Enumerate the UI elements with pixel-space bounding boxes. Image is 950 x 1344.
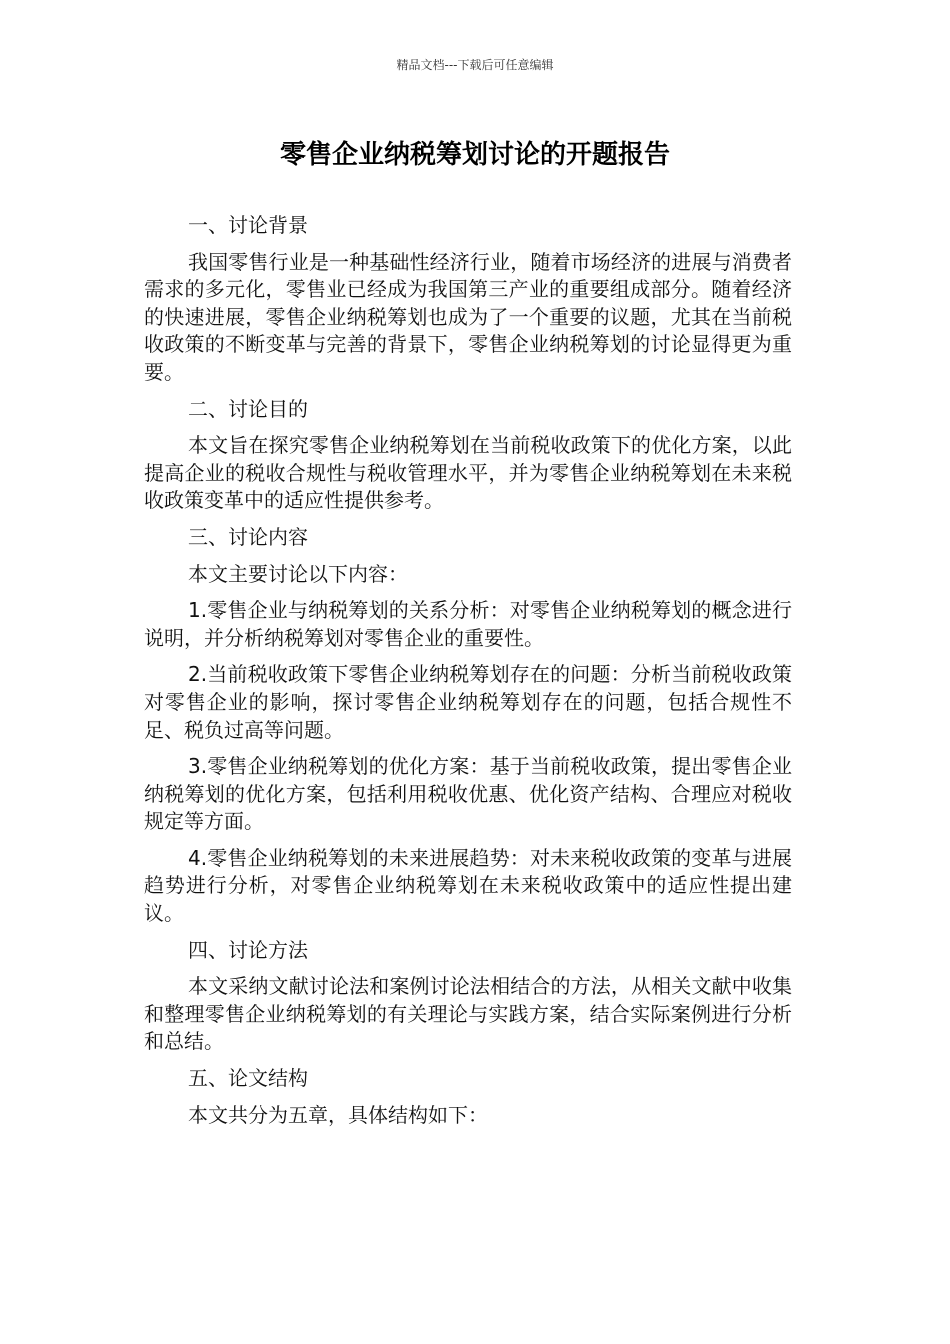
document-body [144,212,792,1138]
document-title: 零售企业纳税筹划讨论的开题报告 [279,140,670,170]
background-paragraph: 我国零售行业是一种基础性经济行业，随着市场经济的进展与消费者需求的多元化，零售业已经成为我国第三产业的重要组成部分。随着经济的快速进展，零售企业纳税筹划也成为了一个重要的议题，尤其在当前税收政策的不断变革与完善的背景下，零售企业纳税筹划的讨论显得更为重要。 [144,249,792,384]
section-heading-method: 四、讨论方法 [188,937,308,962]
structure-intro-paragraph: 本文共分为五章，具体结构如下： [188,1102,488,1127]
content-item-3: 3.零售企业纳税筹划的优化方案：基于当前税收政策，提出零售企业纳税筹划的优化方案，包括利用税收优惠、优化资产结构、合理应对税收规定等方面。 [144,754,792,834]
section-heading-content: 三、讨论内容 [188,524,308,549]
content-intro-paragraph: 本文主要讨论以下内容： [188,561,408,586]
purpose-paragraph: 本文旨在探究零售企业纳税筹划在当前税收政策下的优化方案，以此提高企业的税收合规性与税收管理水平，并为零售企业纳税筹划在未来税收政策变革中的适应性提供参考。 [144,433,792,513]
content-item-1: 1.零售企业与纳税筹划的关系分析：对零售企业纳税筹划的概念进行说明，并分析纳税筹划对零售企业的重要性。 [144,598,792,650]
content-item-4: 4.零售企业纳税筹划的未来进展趋势：对未来税收政策的变革与进展趋势进行分析，对零售企业纳税筹划在未来税收政策中的适应性提出建议。 [144,845,792,926]
section-heading-structure: 五、论文结构 [188,1066,308,1091]
page-header: 精品文档---下载后可任意编辑 [396,58,554,72]
content-item-2: 2.当前税收政策下零售企业纳税筹划存在的问题：分析当前税收政策对零售企业的影响，探讨零售企业纳税筹划存在的问题，包括合规性不足、税负过高等问题。 [144,662,792,742]
section-heading-purpose: 二、讨论目的 [188,396,308,421]
method-paragraph: 本文采纳文献讨论法和案例讨论法相结合的方法，从相关文献中收集和整理零售企业纳税筹划的有关理论与实践方案，结合实际案例进行分析和总结。 [144,974,792,1054]
section-heading-background: 一、讨论背景 [188,213,308,237]
